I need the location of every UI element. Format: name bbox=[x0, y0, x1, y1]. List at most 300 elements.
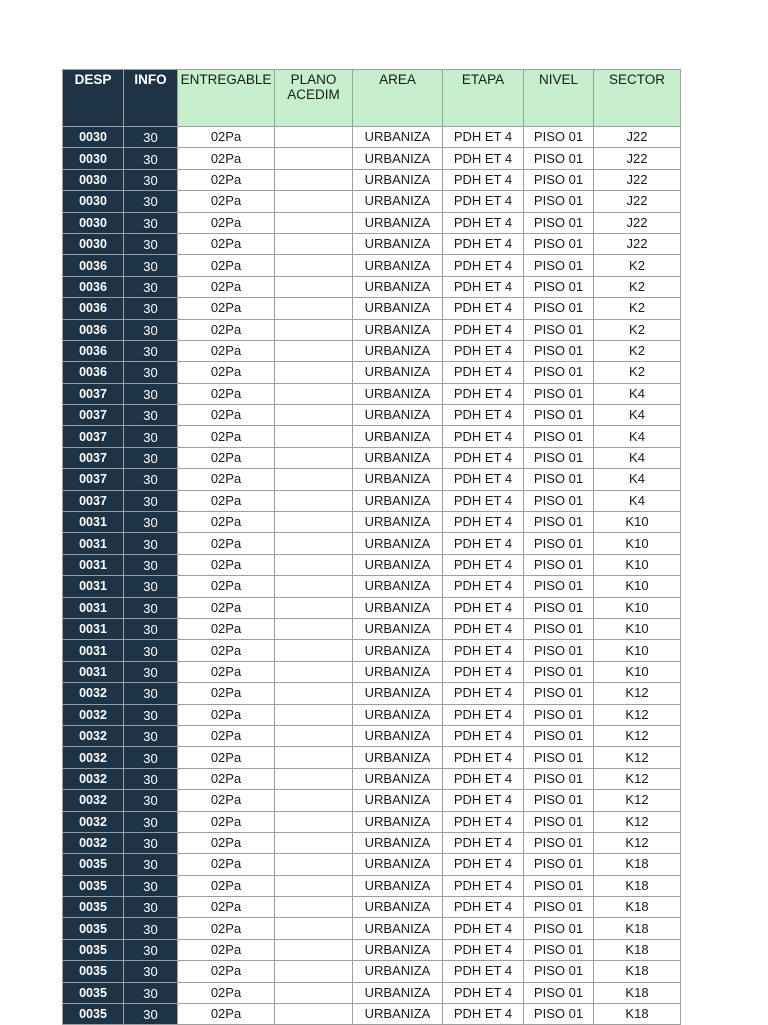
cell-etapa[interactable]: PDH ET 4 bbox=[443, 576, 524, 597]
cell-info[interactable]: 30 bbox=[124, 191, 178, 212]
cell-nivel[interactable]: PISO 01 bbox=[524, 768, 594, 789]
cell-area[interactable]: URBANIZA bbox=[353, 897, 443, 918]
cell-nivel[interactable]: PISO 01 bbox=[524, 340, 594, 361]
cell-nivel[interactable]: PISO 01 bbox=[524, 298, 594, 319]
cell-etapa[interactable]: PDH ET 4 bbox=[443, 704, 524, 725]
cell-info[interactable]: 30 bbox=[124, 319, 178, 340]
cell-etapa[interactable]: PDH ET 4 bbox=[443, 982, 524, 1003]
cell-desp[interactable]: 0031 bbox=[63, 554, 124, 575]
cell-entregable[interactable]: 02Pa bbox=[178, 319, 275, 340]
cell-sector[interactable]: K18 bbox=[594, 897, 681, 918]
cell-area[interactable]: URBANIZA bbox=[353, 362, 443, 383]
cell-entregable[interactable]: 02Pa bbox=[178, 832, 275, 853]
cell-nivel[interactable]: PISO 01 bbox=[524, 597, 594, 618]
cell-sector[interactable]: K12 bbox=[594, 747, 681, 768]
cell-area[interactable]: URBANIZA bbox=[353, 832, 443, 853]
cell-desp[interactable]: 0031 bbox=[63, 661, 124, 682]
cell-nivel[interactable]: PISO 01 bbox=[524, 961, 594, 982]
cell-desp[interactable]: 0035 bbox=[63, 897, 124, 918]
cell-info[interactable]: 30 bbox=[124, 298, 178, 319]
cell-entregable[interactable]: 02Pa bbox=[178, 725, 275, 746]
cell-nivel[interactable]: PISO 01 bbox=[524, 939, 594, 960]
cell-etapa[interactable]: PDH ET 4 bbox=[443, 319, 524, 340]
cell-sector[interactable]: K2 bbox=[594, 340, 681, 361]
cell-plano-acedim[interactable] bbox=[275, 447, 353, 468]
cell-nivel[interactable]: PISO 01 bbox=[524, 854, 594, 875]
cell-info[interactable]: 30 bbox=[124, 576, 178, 597]
cell-sector[interactable]: J22 bbox=[594, 127, 681, 148]
cell-etapa[interactable]: PDH ET 4 bbox=[443, 405, 524, 426]
cell-etapa[interactable]: PDH ET 4 bbox=[443, 768, 524, 789]
cell-info[interactable]: 30 bbox=[124, 383, 178, 404]
cell-entregable[interactable]: 02Pa bbox=[178, 747, 275, 768]
cell-nivel[interactable]: PISO 01 bbox=[524, 640, 594, 661]
cell-nivel[interactable]: PISO 01 bbox=[524, 533, 594, 554]
cell-plano-acedim[interactable] bbox=[275, 939, 353, 960]
cell-nivel[interactable]: PISO 01 bbox=[524, 426, 594, 447]
cell-area[interactable]: URBANIZA bbox=[353, 618, 443, 639]
cell-entregable[interactable]: 02Pa bbox=[178, 127, 275, 148]
cell-area[interactable]: URBANIZA bbox=[353, 255, 443, 276]
cell-desp[interactable]: 0031 bbox=[63, 640, 124, 661]
cell-sector[interactable]: K10 bbox=[594, 533, 681, 554]
cell-entregable[interactable]: 02Pa bbox=[178, 982, 275, 1003]
cell-info[interactable]: 30 bbox=[124, 276, 178, 297]
cell-nivel[interactable]: PISO 01 bbox=[524, 319, 594, 340]
cell-info[interactable]: 30 bbox=[124, 469, 178, 490]
cell-nivel[interactable]: PISO 01 bbox=[524, 725, 594, 746]
cell-nivel[interactable]: PISO 01 bbox=[524, 276, 594, 297]
cell-area[interactable]: URBANIZA bbox=[353, 426, 443, 447]
cell-etapa[interactable]: PDH ET 4 bbox=[443, 747, 524, 768]
cell-etapa[interactable]: PDH ET 4 bbox=[443, 854, 524, 875]
cell-sector[interactable]: K10 bbox=[594, 512, 681, 533]
cell-sector[interactable]: K10 bbox=[594, 554, 681, 575]
cell-entregable[interactable]: 02Pa bbox=[178, 255, 275, 276]
cell-sector[interactable]: K4 bbox=[594, 447, 681, 468]
cell-info[interactable]: 30 bbox=[124, 661, 178, 682]
cell-sector[interactable]: K12 bbox=[594, 768, 681, 789]
cell-sector[interactable]: K12 bbox=[594, 725, 681, 746]
cell-area[interactable]: URBANIZA bbox=[353, 148, 443, 169]
cell-etapa[interactable]: PDH ET 4 bbox=[443, 169, 524, 190]
cell-entregable[interactable]: 02Pa bbox=[178, 640, 275, 661]
cell-etapa[interactable]: PDH ET 4 bbox=[443, 832, 524, 853]
cell-nivel[interactable]: PISO 01 bbox=[524, 148, 594, 169]
cell-info[interactable]: 30 bbox=[124, 405, 178, 426]
cell-plano-acedim[interactable] bbox=[275, 233, 353, 254]
cell-plano-acedim[interactable] bbox=[275, 640, 353, 661]
cell-etapa[interactable]: PDH ET 4 bbox=[443, 426, 524, 447]
cell-nivel[interactable]: PISO 01 bbox=[524, 469, 594, 490]
cell-nivel[interactable]: PISO 01 bbox=[524, 832, 594, 853]
cell-desp[interactable]: 0036 bbox=[63, 319, 124, 340]
cell-area[interactable]: URBANIZA bbox=[353, 982, 443, 1003]
cell-info[interactable]: 30 bbox=[124, 512, 178, 533]
cell-area[interactable]: URBANIZA bbox=[353, 597, 443, 618]
cell-sector[interactable]: K10 bbox=[594, 640, 681, 661]
cell-desp[interactable]: 0032 bbox=[63, 725, 124, 746]
cell-nivel[interactable]: PISO 01 bbox=[524, 661, 594, 682]
cell-entregable[interactable]: 02Pa bbox=[178, 469, 275, 490]
cell-etapa[interactable]: PDH ET 4 bbox=[443, 233, 524, 254]
cell-entregable[interactable]: 02Pa bbox=[178, 554, 275, 575]
cell-info[interactable]: 30 bbox=[124, 982, 178, 1003]
cell-area[interactable]: URBANIZA bbox=[353, 447, 443, 468]
cell-sector[interactable]: K2 bbox=[594, 319, 681, 340]
cell-desp[interactable]: 0037 bbox=[63, 405, 124, 426]
cell-etapa[interactable]: PDH ET 4 bbox=[443, 597, 524, 618]
cell-desp[interactable]: 0030 bbox=[63, 191, 124, 212]
cell-plano-acedim[interactable] bbox=[275, 298, 353, 319]
cell-plano-acedim[interactable] bbox=[275, 319, 353, 340]
cell-area[interactable]: URBANIZA bbox=[353, 383, 443, 404]
cell-plano-acedim[interactable] bbox=[275, 918, 353, 939]
cell-desp[interactable]: 0031 bbox=[63, 576, 124, 597]
cell-entregable[interactable]: 02Pa bbox=[178, 276, 275, 297]
cell-area[interactable]: URBANIZA bbox=[353, 340, 443, 361]
cell-nivel[interactable]: PISO 01 bbox=[524, 554, 594, 575]
cell-entregable[interactable]: 02Pa bbox=[178, 597, 275, 618]
cell-desp[interactable]: 0030 bbox=[63, 148, 124, 169]
cell-plano-acedim[interactable] bbox=[275, 490, 353, 511]
cell-desp[interactable]: 0035 bbox=[63, 1004, 124, 1025]
cell-plano-acedim[interactable] bbox=[275, 191, 353, 212]
cell-plano-acedim[interactable] bbox=[275, 212, 353, 233]
cell-etapa[interactable]: PDH ET 4 bbox=[443, 490, 524, 511]
cell-desp[interactable]: 0031 bbox=[63, 533, 124, 554]
cell-etapa[interactable]: PDH ET 4 bbox=[443, 640, 524, 661]
cell-info[interactable]: 30 bbox=[124, 255, 178, 276]
cell-desp[interactable]: 0030 bbox=[63, 212, 124, 233]
cell-entregable[interactable]: 02Pa bbox=[178, 405, 275, 426]
cell-plano-acedim[interactable] bbox=[275, 405, 353, 426]
cell-plano-acedim[interactable] bbox=[275, 768, 353, 789]
cell-plano-acedim[interactable] bbox=[275, 469, 353, 490]
cell-desp[interactable]: 0036 bbox=[63, 298, 124, 319]
cell-area[interactable]: URBANIZA bbox=[353, 1004, 443, 1025]
cell-info[interactable]: 30 bbox=[124, 811, 178, 832]
cell-info[interactable]: 30 bbox=[124, 490, 178, 511]
cell-desp[interactable]: 0035 bbox=[63, 961, 124, 982]
cell-entregable[interactable]: 02Pa bbox=[178, 340, 275, 361]
cell-plano-acedim[interactable] bbox=[275, 340, 353, 361]
cell-nivel[interactable]: PISO 01 bbox=[524, 255, 594, 276]
cell-nivel[interactable]: PISO 01 bbox=[524, 1004, 594, 1025]
cell-etapa[interactable]: PDH ET 4 bbox=[443, 918, 524, 939]
cell-info[interactable]: 30 bbox=[124, 426, 178, 447]
cell-etapa[interactable]: PDH ET 4 bbox=[443, 1004, 524, 1025]
cell-desp[interactable]: 0035 bbox=[63, 982, 124, 1003]
cell-sector[interactable]: K18 bbox=[594, 918, 681, 939]
cell-plano-acedim[interactable] bbox=[275, 362, 353, 383]
cell-etapa[interactable]: PDH ET 4 bbox=[443, 790, 524, 811]
cell-nivel[interactable]: PISO 01 bbox=[524, 747, 594, 768]
cell-desp[interactable]: 0035 bbox=[63, 939, 124, 960]
cell-plano-acedim[interactable] bbox=[275, 811, 353, 832]
cell-info[interactable]: 30 bbox=[124, 212, 178, 233]
cell-sector[interactable]: J22 bbox=[594, 212, 681, 233]
cell-area[interactable]: URBANIZA bbox=[353, 212, 443, 233]
cell-info[interactable]: 30 bbox=[124, 618, 178, 639]
cell-sector[interactable]: K18 bbox=[594, 1004, 681, 1025]
cell-plano-acedim[interactable] bbox=[275, 661, 353, 682]
cell-desp[interactable]: 0032 bbox=[63, 768, 124, 789]
cell-entregable[interactable]: 02Pa bbox=[178, 233, 275, 254]
cell-entregable[interactable]: 02Pa bbox=[178, 790, 275, 811]
cell-etapa[interactable]: PDH ET 4 bbox=[443, 298, 524, 319]
cell-area[interactable]: URBANIZA bbox=[353, 512, 443, 533]
cell-sector[interactable]: K18 bbox=[594, 939, 681, 960]
cell-info[interactable]: 30 bbox=[124, 233, 178, 254]
cell-sector[interactable]: K10 bbox=[594, 661, 681, 682]
cell-area[interactable]: URBANIZA bbox=[353, 961, 443, 982]
cell-plano-acedim[interactable] bbox=[275, 961, 353, 982]
cell-etapa[interactable]: PDH ET 4 bbox=[443, 875, 524, 896]
cell-info[interactable]: 30 bbox=[124, 725, 178, 746]
cell-nivel[interactable]: PISO 01 bbox=[524, 447, 594, 468]
cell-entregable[interactable]: 02Pa bbox=[178, 512, 275, 533]
cell-area[interactable]: URBANIZA bbox=[353, 768, 443, 789]
cell-area[interactable]: URBANIZA bbox=[353, 747, 443, 768]
cell-sector[interactable]: K10 bbox=[594, 597, 681, 618]
cell-plano-acedim[interactable] bbox=[275, 790, 353, 811]
cell-desp[interactable]: 0036 bbox=[63, 276, 124, 297]
cell-info[interactable]: 30 bbox=[124, 554, 178, 575]
cell-nivel[interactable]: PISO 01 bbox=[524, 618, 594, 639]
cell-etapa[interactable]: PDH ET 4 bbox=[443, 683, 524, 704]
cell-nivel[interactable]: PISO 01 bbox=[524, 212, 594, 233]
cell-etapa[interactable]: PDH ET 4 bbox=[443, 212, 524, 233]
cell-area[interactable]: URBANIZA bbox=[353, 533, 443, 554]
cell-nivel[interactable]: PISO 01 bbox=[524, 191, 594, 212]
cell-entregable[interactable]: 02Pa bbox=[178, 576, 275, 597]
cell-desp[interactable]: 0030 bbox=[63, 169, 124, 190]
cell-info[interactable]: 30 bbox=[124, 533, 178, 554]
cell-area[interactable]: URBANIZA bbox=[353, 790, 443, 811]
cell-sector[interactable]: K18 bbox=[594, 982, 681, 1003]
cell-nivel[interactable]: PISO 01 bbox=[524, 383, 594, 404]
cell-sector[interactable]: K10 bbox=[594, 618, 681, 639]
cell-plano-acedim[interactable] bbox=[275, 725, 353, 746]
cell-desp[interactable]: 0032 bbox=[63, 683, 124, 704]
cell-info[interactable]: 30 bbox=[124, 854, 178, 875]
cell-area[interactable]: URBANIZA bbox=[353, 704, 443, 725]
cell-sector[interactable]: J22 bbox=[594, 191, 681, 212]
cell-nivel[interactable]: PISO 01 bbox=[524, 918, 594, 939]
cell-plano-acedim[interactable] bbox=[275, 512, 353, 533]
cell-plano-acedim[interactable] bbox=[275, 383, 353, 404]
cell-area[interactable]: URBANIZA bbox=[353, 298, 443, 319]
cell-nivel[interactable]: PISO 01 bbox=[524, 811, 594, 832]
cell-plano-acedim[interactable] bbox=[275, 832, 353, 853]
cell-entregable[interactable]: 02Pa bbox=[178, 212, 275, 233]
cell-area[interactable]: URBANIZA bbox=[353, 939, 443, 960]
cell-entregable[interactable]: 02Pa bbox=[178, 811, 275, 832]
cell-info[interactable]: 30 bbox=[124, 169, 178, 190]
cell-area[interactable]: URBANIZA bbox=[353, 918, 443, 939]
cell-plano-acedim[interactable] bbox=[275, 169, 353, 190]
cell-plano-acedim[interactable] bbox=[275, 875, 353, 896]
cell-area[interactable]: URBANIZA bbox=[353, 811, 443, 832]
cell-info[interactable]: 30 bbox=[124, 127, 178, 148]
cell-nivel[interactable]: PISO 01 bbox=[524, 405, 594, 426]
cell-entregable[interactable]: 02Pa bbox=[178, 618, 275, 639]
cell-plano-acedim[interactable] bbox=[275, 982, 353, 1003]
cell-sector[interactable]: J22 bbox=[594, 148, 681, 169]
cell-entregable[interactable]: 02Pa bbox=[178, 383, 275, 404]
cell-plano-acedim[interactable] bbox=[275, 897, 353, 918]
cell-nivel[interactable]: PISO 01 bbox=[524, 127, 594, 148]
cell-area[interactable]: URBANIZA bbox=[353, 875, 443, 896]
cell-sector[interactable]: K2 bbox=[594, 362, 681, 383]
cell-etapa[interactable]: PDH ET 4 bbox=[443, 148, 524, 169]
cell-area[interactable]: URBANIZA bbox=[353, 233, 443, 254]
cell-etapa[interactable]: PDH ET 4 bbox=[443, 512, 524, 533]
cell-etapa[interactable]: PDH ET 4 bbox=[443, 383, 524, 404]
cell-plano-acedim[interactable] bbox=[275, 597, 353, 618]
cell-sector[interactable]: K18 bbox=[594, 854, 681, 875]
cell-etapa[interactable]: PDH ET 4 bbox=[443, 961, 524, 982]
cell-nivel[interactable]: PISO 01 bbox=[524, 233, 594, 254]
cell-desp[interactable]: 0035 bbox=[63, 875, 124, 896]
cell-entregable[interactable]: 02Pa bbox=[178, 918, 275, 939]
cell-plano-acedim[interactable] bbox=[275, 1004, 353, 1025]
cell-info[interactable]: 30 bbox=[124, 747, 178, 768]
cell-desp[interactable]: 0036 bbox=[63, 362, 124, 383]
cell-nivel[interactable]: PISO 01 bbox=[524, 362, 594, 383]
cell-entregable[interactable]: 02Pa bbox=[178, 1004, 275, 1025]
cell-desp[interactable]: 0030 bbox=[63, 233, 124, 254]
cell-info[interactable]: 30 bbox=[124, 875, 178, 896]
cell-plano-acedim[interactable] bbox=[275, 747, 353, 768]
cell-sector[interactable]: K4 bbox=[594, 383, 681, 404]
cell-desp[interactable]: 0032 bbox=[63, 747, 124, 768]
cell-plano-acedim[interactable] bbox=[275, 618, 353, 639]
cell-etapa[interactable]: PDH ET 4 bbox=[443, 533, 524, 554]
cell-info[interactable]: 30 bbox=[124, 704, 178, 725]
cell-info[interactable]: 30 bbox=[124, 961, 178, 982]
cell-info[interactable]: 30 bbox=[124, 148, 178, 169]
cell-etapa[interactable]: PDH ET 4 bbox=[443, 618, 524, 639]
cell-sector[interactable]: K2 bbox=[594, 276, 681, 297]
cell-info[interactable]: 30 bbox=[124, 683, 178, 704]
cell-nivel[interactable]: PISO 01 bbox=[524, 704, 594, 725]
cell-entregable[interactable]: 02Pa bbox=[178, 169, 275, 190]
cell-desp[interactable]: 0031 bbox=[63, 512, 124, 533]
cell-etapa[interactable]: PDH ET 4 bbox=[443, 276, 524, 297]
cell-entregable[interactable]: 02Pa bbox=[178, 704, 275, 725]
cell-etapa[interactable]: PDH ET 4 bbox=[443, 939, 524, 960]
cell-etapa[interactable]: PDH ET 4 bbox=[443, 469, 524, 490]
cell-nivel[interactable]: PISO 01 bbox=[524, 875, 594, 896]
cell-plano-acedim[interactable] bbox=[275, 554, 353, 575]
cell-desp[interactable]: 0032 bbox=[63, 704, 124, 725]
cell-area[interactable]: URBANIZA bbox=[353, 554, 443, 575]
cell-nivel[interactable]: PISO 01 bbox=[524, 490, 594, 511]
cell-plano-acedim[interactable] bbox=[275, 576, 353, 597]
cell-info[interactable]: 30 bbox=[124, 362, 178, 383]
cell-entregable[interactable]: 02Pa bbox=[178, 661, 275, 682]
cell-entregable[interactable]: 02Pa bbox=[178, 426, 275, 447]
cell-sector[interactable]: K12 bbox=[594, 683, 681, 704]
cell-info[interactable]: 30 bbox=[124, 939, 178, 960]
cell-etapa[interactable]: PDH ET 4 bbox=[443, 661, 524, 682]
cell-desp[interactable]: 0036 bbox=[63, 255, 124, 276]
cell-etapa[interactable]: PDH ET 4 bbox=[443, 191, 524, 212]
cell-area[interactable]: URBANIZA bbox=[353, 169, 443, 190]
cell-sector[interactable]: K4 bbox=[594, 490, 681, 511]
cell-plano-acedim[interactable] bbox=[275, 276, 353, 297]
cell-entregable[interactable]: 02Pa bbox=[178, 768, 275, 789]
cell-sector[interactable]: K12 bbox=[594, 832, 681, 853]
cell-sector[interactable]: K10 bbox=[594, 576, 681, 597]
cell-desp[interactable]: 0037 bbox=[63, 490, 124, 511]
cell-nivel[interactable]: PISO 01 bbox=[524, 683, 594, 704]
cell-sector[interactable]: K12 bbox=[594, 811, 681, 832]
cell-area[interactable]: URBANIZA bbox=[353, 469, 443, 490]
cell-info[interactable]: 30 bbox=[124, 790, 178, 811]
cell-etapa[interactable]: PDH ET 4 bbox=[443, 554, 524, 575]
cell-sector[interactable]: J22 bbox=[594, 233, 681, 254]
cell-sector[interactable]: K4 bbox=[594, 426, 681, 447]
cell-sector[interactable]: K12 bbox=[594, 790, 681, 811]
cell-plano-acedim[interactable] bbox=[275, 255, 353, 276]
cell-plano-acedim[interactable] bbox=[275, 426, 353, 447]
cell-desp[interactable]: 0035 bbox=[63, 854, 124, 875]
cell-sector[interactable]: J22 bbox=[594, 169, 681, 190]
cell-nivel[interactable]: PISO 01 bbox=[524, 512, 594, 533]
cell-info[interactable]: 30 bbox=[124, 340, 178, 361]
cell-info[interactable]: 30 bbox=[124, 832, 178, 853]
cell-plano-acedim[interactable] bbox=[275, 854, 353, 875]
cell-area[interactable]: URBANIZA bbox=[353, 661, 443, 682]
cell-entregable[interactable]: 02Pa bbox=[178, 533, 275, 554]
cell-plano-acedim[interactable] bbox=[275, 127, 353, 148]
cell-entregable[interactable]: 02Pa bbox=[178, 191, 275, 212]
cell-desp[interactable]: 0032 bbox=[63, 790, 124, 811]
cell-sector[interactable]: K18 bbox=[594, 961, 681, 982]
cell-etapa[interactable]: PDH ET 4 bbox=[443, 255, 524, 276]
cell-entregable[interactable]: 02Pa bbox=[178, 854, 275, 875]
cell-desp[interactable]: 0031 bbox=[63, 597, 124, 618]
cell-desp[interactable]: 0032 bbox=[63, 832, 124, 853]
cell-entregable[interactable]: 02Pa bbox=[178, 939, 275, 960]
cell-etapa[interactable]: PDH ET 4 bbox=[443, 127, 524, 148]
cell-entregable[interactable]: 02Pa bbox=[178, 298, 275, 319]
cell-plano-acedim[interactable] bbox=[275, 704, 353, 725]
cell-info[interactable]: 30 bbox=[124, 918, 178, 939]
cell-nivel[interactable]: PISO 01 bbox=[524, 982, 594, 1003]
cell-desp[interactable]: 0037 bbox=[63, 447, 124, 468]
cell-entregable[interactable]: 02Pa bbox=[178, 362, 275, 383]
cell-entregable[interactable]: 02Pa bbox=[178, 875, 275, 896]
cell-entregable[interactable]: 02Pa bbox=[178, 683, 275, 704]
cell-etapa[interactable]: PDH ET 4 bbox=[443, 362, 524, 383]
cell-desp[interactable]: 0037 bbox=[63, 383, 124, 404]
cell-area[interactable]: URBANIZA bbox=[353, 276, 443, 297]
cell-desp[interactable]: 0035 bbox=[63, 918, 124, 939]
cell-info[interactable]: 30 bbox=[124, 897, 178, 918]
cell-info[interactable]: 30 bbox=[124, 768, 178, 789]
cell-nivel[interactable]: PISO 01 bbox=[524, 897, 594, 918]
cell-nivel[interactable]: PISO 01 bbox=[524, 169, 594, 190]
cell-etapa[interactable]: PDH ET 4 bbox=[443, 447, 524, 468]
cell-info[interactable]: 30 bbox=[124, 447, 178, 468]
cell-sector[interactable]: K2 bbox=[594, 255, 681, 276]
cell-etapa[interactable]: PDH ET 4 bbox=[443, 725, 524, 746]
cell-desp[interactable]: 0037 bbox=[63, 469, 124, 490]
